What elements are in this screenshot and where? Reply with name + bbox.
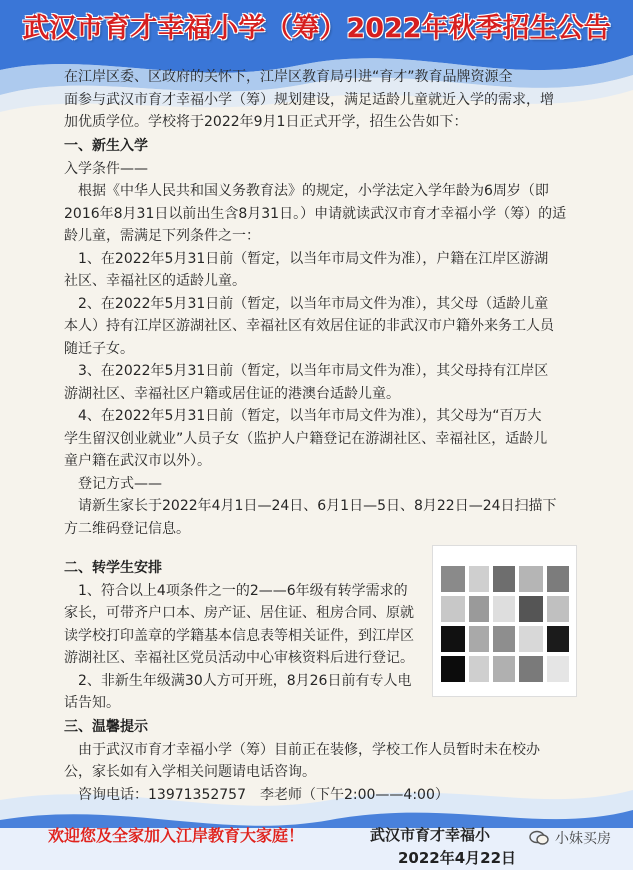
condition-2-line: 随迁子女。	[64, 340, 134, 357]
footer-date: 2022年4月22日	[398, 849, 517, 867]
condition-2-line: 本人）持有江岸区游湖社区、幸福社区有效居住证的非武汉市户籍外来务工人员	[64, 318, 554, 334]
registration-qr-code[interactable]	[432, 545, 577, 697]
section-tips	[64, 716, 574, 806]
transfer-line: 话告知。	[64, 695, 120, 711]
condition-1-line: 社区、幸福社区的适龄儿童。	[64, 273, 246, 289]
footer-slogan: 欢迎您及全家加入江岸教育大家庭！	[48, 826, 305, 845]
section3-heading: 三、温馨提示	[64, 719, 148, 735]
account-watermark	[529, 828, 611, 848]
transfer-line: 1、符合以上4项条件之一的2——6年级有转学需求的	[78, 582, 408, 599]
transfer-line: 家长，可带齐户口本、房产证、居住证、租房合同、原就	[64, 605, 414, 621]
condition-3-line: 3、在2022年5月31日前（暂定，以当年市局文件为准），其父母持有江岸区	[78, 363, 549, 379]
section1-p1-line: 根据《中华人民共和国义务教育法》的规定，小学法定入学年龄为6周岁（即	[78, 183, 549, 199]
registration-line: 请新生家长于2022年4月1日—24日、6月1日—5日、8月22日—24日扫描下	[78, 498, 557, 514]
intro-paragraph	[64, 66, 574, 134]
transfer-line: 读学校打印盖章的学籍基本信息表等相关证件，到江岸区	[64, 627, 414, 644]
chat-bubble-icon	[529, 830, 549, 846]
condition-4-line: 4、在2022年5月31日前（暂定，以当年市局文件为准），其父母为“百万大	[78, 408, 542, 424]
section1-sub-registration: 登记方式——	[78, 475, 162, 492]
tips-line: 由于武汉市育才幸福小学（筹）目前正在装修，学校工作人员暂时未在校办	[78, 741, 540, 758]
section-new-students	[64, 135, 574, 540]
section1-p1-line: 2016年8月31日以前出生含8月31日。）申请就读武汉市育才幸福小学（筹）的适	[64, 205, 567, 222]
section1-sub-conditions: 入学条件——	[64, 160, 148, 177]
section2-heading: 二、转学生安排	[64, 560, 162, 576]
intro-line: 加优质学位。学校将于2022年9月1日正式开学，招生公告如下：	[64, 114, 468, 130]
intro-line: 在江岸区委、区政府的关怀下，江岸区教育局引进“育才”教育品牌资源全	[64, 69, 513, 85]
registration-line: 方二维码登记信息。	[64, 520, 190, 537]
condition-4-line: 童户籍在武汉市以外）。	[64, 453, 211, 469]
transfer-line: 游湖社区、幸福社区党员活动中心审核资料后进行登记。	[64, 650, 414, 666]
contact-phone: 咨询电话：13971352757 李老师（下午2:00——4:00）	[78, 786, 449, 803]
footer-organization: 武汉市育才幸福小	[370, 826, 491, 844]
page-title: 武汉市育才幸福小学（筹）2022年秋季招生公告	[22, 13, 611, 44]
transfer-line: 2、非新生年级满30人方可开班，8月26日前有专人电	[78, 672, 412, 689]
section1-p1-line: 龄儿童，需满足下列条件之一：	[64, 228, 260, 244]
condition-4-line: 学生留汉创业就业”人员子女（监护人户籍登记在游湖社区、幸福社区，适龄儿	[64, 430, 548, 447]
intro-line: 面参与武汉市育才幸福小学（筹）规划建设，满足适龄儿童就近入学的需求，增	[64, 91, 554, 108]
tips-line: 公，家长如有入学相关问题请电话咨询。	[64, 764, 316, 780]
condition-1-line: 1、在2022年5月31日前（暂定，以当年市局文件为准），户籍在江岸区游湖	[78, 250, 549, 267]
watermark-text: 小妹买房	[555, 831, 611, 847]
section1-heading: 一、新生入学	[64, 138, 148, 154]
condition-2-line: 2、在2022年5月31日前（暂定，以当年市局文件为准），其父母（适龄儿童	[78, 295, 549, 312]
condition-3-line: 游湖社区、幸福社区户籍或居住证的港澳台适龄儿童。	[64, 385, 400, 402]
